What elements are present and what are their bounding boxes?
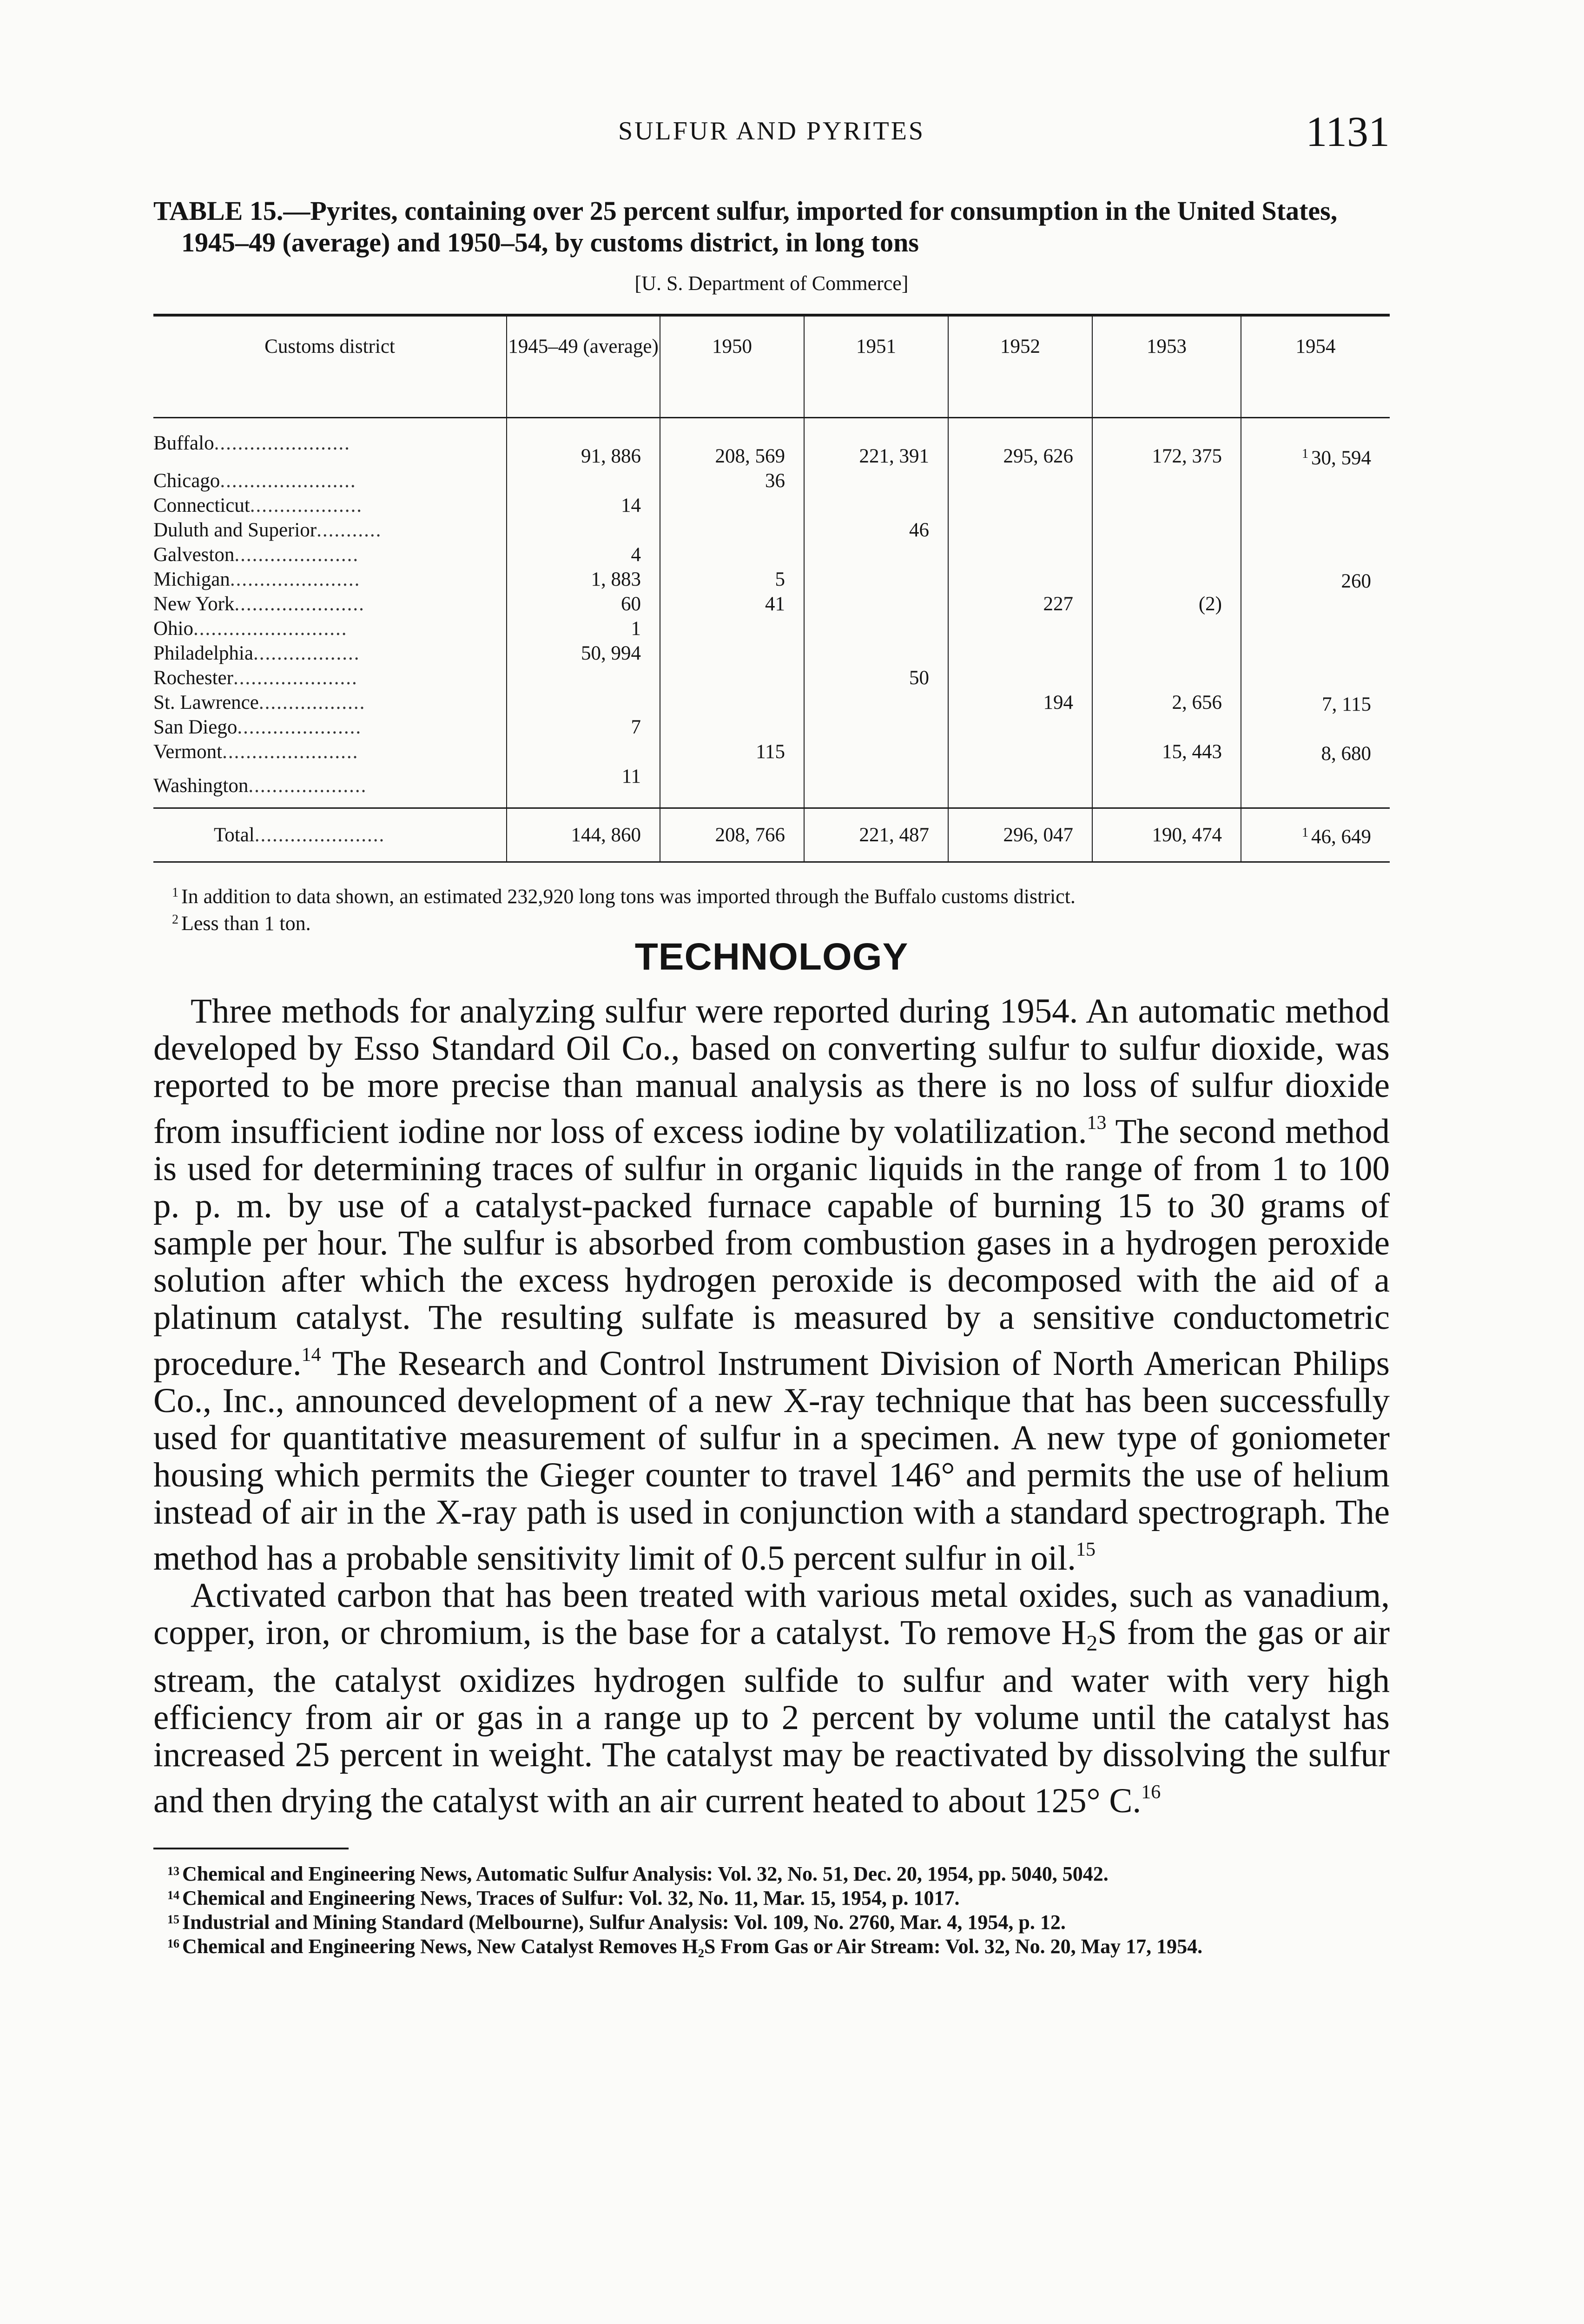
table-cell xyxy=(660,666,804,690)
table-source: [U. S. Department of Commerce] xyxy=(634,272,909,295)
column-header: 1952 xyxy=(948,315,1092,418)
table-cell xyxy=(153,641,507,666)
table-cell xyxy=(948,518,1092,542)
table-cell: 194 xyxy=(948,690,1092,715)
table-cell xyxy=(1241,715,1390,739)
table-cell xyxy=(804,493,948,518)
table-cell xyxy=(1241,808,1390,862)
note-text: Less than 1 ton. xyxy=(181,912,311,935)
table-cell: 221, 487 xyxy=(804,808,948,862)
table-cell xyxy=(1241,518,1390,542)
table-cell xyxy=(1241,616,1390,641)
table-cell xyxy=(804,764,948,808)
table-row xyxy=(153,690,1390,715)
footnote xyxy=(153,1909,1390,1933)
table-cell xyxy=(660,764,804,808)
table-cell: 227 xyxy=(948,592,1092,616)
district-name: San Diego xyxy=(153,716,238,738)
table-cell xyxy=(660,641,804,666)
table-cell xyxy=(1241,764,1390,808)
dot-leader: .................. xyxy=(258,691,366,713)
table-cell xyxy=(153,690,507,715)
table-cell xyxy=(948,739,1092,764)
table-cell xyxy=(948,567,1092,592)
cell-value: 260 xyxy=(1341,570,1371,592)
table-cell: 11 xyxy=(507,764,660,808)
table-cell xyxy=(948,493,1092,518)
table-cell: 50 xyxy=(804,666,948,690)
footnote-ref[interactable]: 14 xyxy=(301,1344,321,1366)
table-cell: 46 xyxy=(804,518,948,542)
table-row xyxy=(153,715,1390,739)
table-cell: 296, 047 xyxy=(948,808,1092,862)
table-cell xyxy=(1241,418,1390,469)
table-row xyxy=(153,518,1390,542)
district-name: Buffalo xyxy=(153,432,214,454)
table-cell xyxy=(1092,469,1241,493)
table-cell: 221, 391 xyxy=(804,418,948,469)
district-name: Galveston xyxy=(153,543,235,566)
table-cell xyxy=(660,690,804,715)
district-name: Ohio xyxy=(153,617,193,640)
table-cell xyxy=(948,666,1092,690)
table-cell xyxy=(1241,690,1390,715)
table-cell xyxy=(948,764,1092,808)
table-cell xyxy=(1092,542,1241,567)
footnote-mark: 14 xyxy=(167,1888,179,1902)
footnote-ref[interactable]: 13 xyxy=(1087,1112,1107,1134)
dot-leader: ...................... xyxy=(230,568,361,590)
text-run: The second method is used for determining traces of sulfur in organic liquids in the range of from 1 to 100 p. p. m. by use of a catalyst-packed furnace capable of burning 15 to 30 grams of sample per hour. The sulfur is absorbed from combustion gases in a hydrogen peroxide solution after which the excess hydrogen peroxide is decomposed with the aid of a platinum catalyst. The resulting sulfate is measured by a sensitive conductometric procedure. xyxy=(153,1112,1390,1383)
footnote-text: Chemical and Engineering News, Automatic Sulfur Analysis: Vol. 32, No. 51, Dec. 20, 1954, pp. 5040, 5042. xyxy=(182,1862,1109,1885)
table-cell xyxy=(948,641,1092,666)
table-cell: 7 xyxy=(507,715,660,739)
table-cell: 4 xyxy=(507,542,660,567)
paragraph xyxy=(153,993,1390,1577)
table-cell xyxy=(804,567,948,592)
table-cell xyxy=(1092,666,1241,690)
table-header-row xyxy=(153,315,1390,418)
table-cell: 295, 626 xyxy=(948,418,1092,469)
table-cell xyxy=(948,469,1092,493)
footnotes xyxy=(153,1861,1390,1957)
table-cell xyxy=(804,690,948,715)
text-run: S from the gas or air stream, the catalyst oxidizes hydrogen sulfide to sulfur and water with very high efficiency from air or gas in a range up to 2 percent by volume until the catalyst has increased 25 percent in weight. The catalyst may be reactivated by dissolving the sulfur and then drying the catalyst with an air current heated to about 125° C. xyxy=(153,1613,1390,1820)
table-cell xyxy=(507,690,660,715)
table-cell xyxy=(153,739,507,764)
column-header: 1954 xyxy=(1241,315,1390,418)
table-row xyxy=(153,469,1390,493)
table-cell: 208, 569 xyxy=(660,418,804,469)
table-cell xyxy=(948,616,1092,641)
table-cell: 172, 375 xyxy=(1092,418,1241,469)
table-cell xyxy=(153,592,507,616)
table-row xyxy=(153,493,1390,518)
district-name: New York xyxy=(153,593,235,615)
district-name: Total xyxy=(214,824,255,846)
dot-leader: .................... xyxy=(248,774,367,797)
district-name: Philadelphia xyxy=(153,642,253,664)
text-run: The Research and Control Instrument Division of North American Philips Co., Inc., announced development of a new X-ray technique that has been successfully used for quantitative measurement of sulfur in a specimen. A new type of goniometer housing which permits the Gieger counter to travel 146° and permits the use of helium instead of air in the X-ray path is used in conjunction with a standard spectrograph. The method has a probable sensitivity limit of 0.5 percent sulfur in oil. xyxy=(153,1344,1390,1578)
pyrites-imports-table xyxy=(153,314,1390,863)
table-cell xyxy=(804,739,948,764)
table-row xyxy=(153,542,1390,567)
column-header: 1951 xyxy=(804,315,948,418)
table-total-row xyxy=(153,808,1390,862)
column-header: 1950 xyxy=(660,315,804,418)
footnote-mark: 1 xyxy=(1302,825,1308,840)
table-cell xyxy=(660,542,804,567)
table-cell xyxy=(1092,616,1241,641)
table-cell: 144, 860 xyxy=(507,808,660,862)
footnote-ref[interactable]: 16 xyxy=(1141,1782,1161,1803)
district-name: Vermont xyxy=(153,740,223,763)
table-cell xyxy=(804,592,948,616)
column-header: 1945–49 (average) xyxy=(507,315,660,418)
dot-leader: ................... xyxy=(250,494,363,516)
district-name: Michigan xyxy=(153,568,230,590)
footnote xyxy=(153,1885,1390,1909)
table-cell xyxy=(1092,493,1241,518)
table-cell xyxy=(153,418,507,469)
table-cell: 5 xyxy=(660,567,804,592)
table-cell xyxy=(1241,739,1390,764)
body-text xyxy=(153,993,1390,1820)
table-cell xyxy=(804,641,948,666)
table-cell xyxy=(153,567,507,592)
district-name: Connecticut xyxy=(153,494,250,516)
dot-leader: .......................... xyxy=(193,617,348,640)
page-number: 1131 xyxy=(1306,108,1390,155)
table-cell: (2) xyxy=(1092,592,1241,616)
table-row xyxy=(153,616,1390,641)
cell-value: 46, 649 xyxy=(1311,826,1371,848)
table-cell xyxy=(153,542,507,567)
dot-leader: ........... xyxy=(317,519,382,541)
table-cell xyxy=(153,469,507,493)
document-page xyxy=(153,107,1390,1957)
footnote-ref[interactable]: 15 xyxy=(1076,1539,1096,1560)
table-cell xyxy=(153,518,507,542)
district-name: Washington xyxy=(153,774,249,797)
table-cell xyxy=(507,666,660,690)
footnote-mark: 2 xyxy=(172,912,178,927)
table-row xyxy=(153,567,1390,592)
chem-subscript: 2 xyxy=(1086,1631,1098,1656)
table-caption: TABLE 15.—Pyrites, containing over 25 percent sulfur, imported for consumption in the United States, 1945–49 (average) and 1950–54, by customs district, in long tons xyxy=(153,196,1338,257)
table-cell xyxy=(948,542,1092,567)
table-cell: 14 xyxy=(507,493,660,518)
table-cell xyxy=(1092,764,1241,808)
table-row xyxy=(153,666,1390,690)
dot-leader: ....................... xyxy=(222,740,359,763)
table-cell xyxy=(153,616,507,641)
footnote-divider xyxy=(153,1848,349,1849)
district-name: Duluth and Superior xyxy=(153,519,317,541)
footnote-text: Chemical and Engineering News, Traces of Sulfur: Vol. 32, No. 11, Mar. 15, 1954, p. 1017. xyxy=(182,1887,960,1909)
dot-leader: ....................... xyxy=(214,432,350,454)
footnote xyxy=(153,1933,1390,1957)
table-cell xyxy=(1241,641,1390,666)
table-cell xyxy=(1241,567,1390,592)
table-row xyxy=(153,764,1390,808)
note-text: In addition to data shown, an estimated 232,920 long tons was imported through the Buffalo customs district. xyxy=(181,885,1076,908)
table-notes xyxy=(153,881,1390,935)
table-cell: 15, 443 xyxy=(1092,739,1241,764)
table-cell xyxy=(948,715,1092,739)
footnote-mark: 15 xyxy=(167,1913,179,1926)
table-cell xyxy=(660,715,804,739)
footnote xyxy=(153,1861,1390,1885)
cell-value: 30, 594 xyxy=(1311,447,1371,469)
table-cell xyxy=(1241,469,1390,493)
footnote-mark: 13 xyxy=(167,1864,179,1878)
dot-leader: ..................... xyxy=(233,667,358,689)
table-cell xyxy=(1092,567,1241,592)
table-cell: 60 xyxy=(507,592,660,616)
table-cell: 1, 883 xyxy=(507,567,660,592)
table-cell: 50, 994 xyxy=(507,641,660,666)
table-cell: 190, 474 xyxy=(1092,808,1241,862)
table-cell xyxy=(1241,666,1390,690)
table-cell xyxy=(153,715,507,739)
table-cell xyxy=(1092,715,1241,739)
table-row xyxy=(153,641,1390,666)
table-cell xyxy=(153,493,507,518)
table-cell xyxy=(804,616,948,641)
table-cell: 41 xyxy=(660,592,804,616)
table-cell: 115 xyxy=(660,739,804,764)
table-row xyxy=(153,592,1390,616)
table-cell xyxy=(507,518,660,542)
dot-leader: ..................... xyxy=(234,543,359,566)
table-cell xyxy=(153,764,507,808)
cell-value: 8, 680 xyxy=(1321,743,1371,765)
table-cell xyxy=(804,715,948,739)
column-header: 1953 xyxy=(1092,315,1241,418)
district-name: Rochester xyxy=(153,667,233,689)
table-cell xyxy=(1092,518,1241,542)
table-note xyxy=(153,908,1390,935)
table-row xyxy=(153,418,1390,469)
dot-leader: .................. xyxy=(253,642,360,664)
footnote-mark: 16 xyxy=(167,1937,179,1950)
text-run: Activated carbon that has been treated with various metal oxides, such as vanadium, copper, iron, or chromium, is the base for a catalyst. To remove H xyxy=(153,1576,1390,1652)
table-cell xyxy=(1241,592,1390,616)
table-cell xyxy=(507,469,660,493)
dot-leader: ....................... xyxy=(220,469,356,492)
table-cell: 1 xyxy=(507,616,660,641)
running-head xyxy=(153,107,1390,163)
table-cell xyxy=(804,542,948,567)
running-title: SULFUR AND PYRITES xyxy=(618,117,925,145)
table-cell: 36 xyxy=(660,469,804,493)
paragraph xyxy=(153,1577,1390,1820)
dot-leader: ...................... xyxy=(254,824,385,846)
table-cell xyxy=(804,469,948,493)
table-note xyxy=(153,881,1390,908)
section-heading: TECHNOLOGY xyxy=(634,936,909,978)
footnote-mark: 1 xyxy=(1302,447,1308,461)
dot-leader: ..................... xyxy=(237,716,362,738)
district-name: St. Lawrence xyxy=(153,691,259,713)
table-cell: 2, 656 xyxy=(1092,690,1241,715)
dot-leader: ...................... xyxy=(234,593,365,615)
table-cell: 91, 886 xyxy=(507,418,660,469)
table-cell: 208, 766 xyxy=(660,808,804,862)
text-run: Three methods for analyzing sulfur were reported during 1954. An automatic method developed by Esso Standard Oil Co., based on converting sulfur to sulfur dioxide, was reported to be more precise than manual analysis as there is no loss of sulfur dioxide from insufficient iodine nor loss of excess iodine by volatilization. xyxy=(153,992,1390,1151)
table-body xyxy=(153,418,1390,862)
table-cell xyxy=(660,616,804,641)
cell-value: 7, 115 xyxy=(1322,693,1371,715)
footnote-text: Chemical and Engineering News, New Catalyst Removes H₂S From Gas or Air Stream: Vol. 32, No. 20, May 17, 1954. xyxy=(182,1935,1203,1958)
column-header: Customs district xyxy=(153,315,507,418)
table-cell xyxy=(153,808,507,862)
table-row xyxy=(153,739,1390,764)
table-cell xyxy=(660,518,804,542)
footnote-mark: 1 xyxy=(172,885,178,900)
table-cell xyxy=(507,739,660,764)
table-cell xyxy=(153,666,507,690)
district-name: Chicago xyxy=(153,469,220,492)
table-cell xyxy=(660,493,804,518)
table-cell xyxy=(1092,641,1241,666)
table-cell xyxy=(1241,493,1390,518)
table-cell xyxy=(1241,542,1390,567)
footnote-text: Industrial and Mining Standard (Melbourne), Sulfur Analysis: Vol. 109, No. 2760, Mar. 4, 1954, p. 12. xyxy=(182,1911,1066,1934)
